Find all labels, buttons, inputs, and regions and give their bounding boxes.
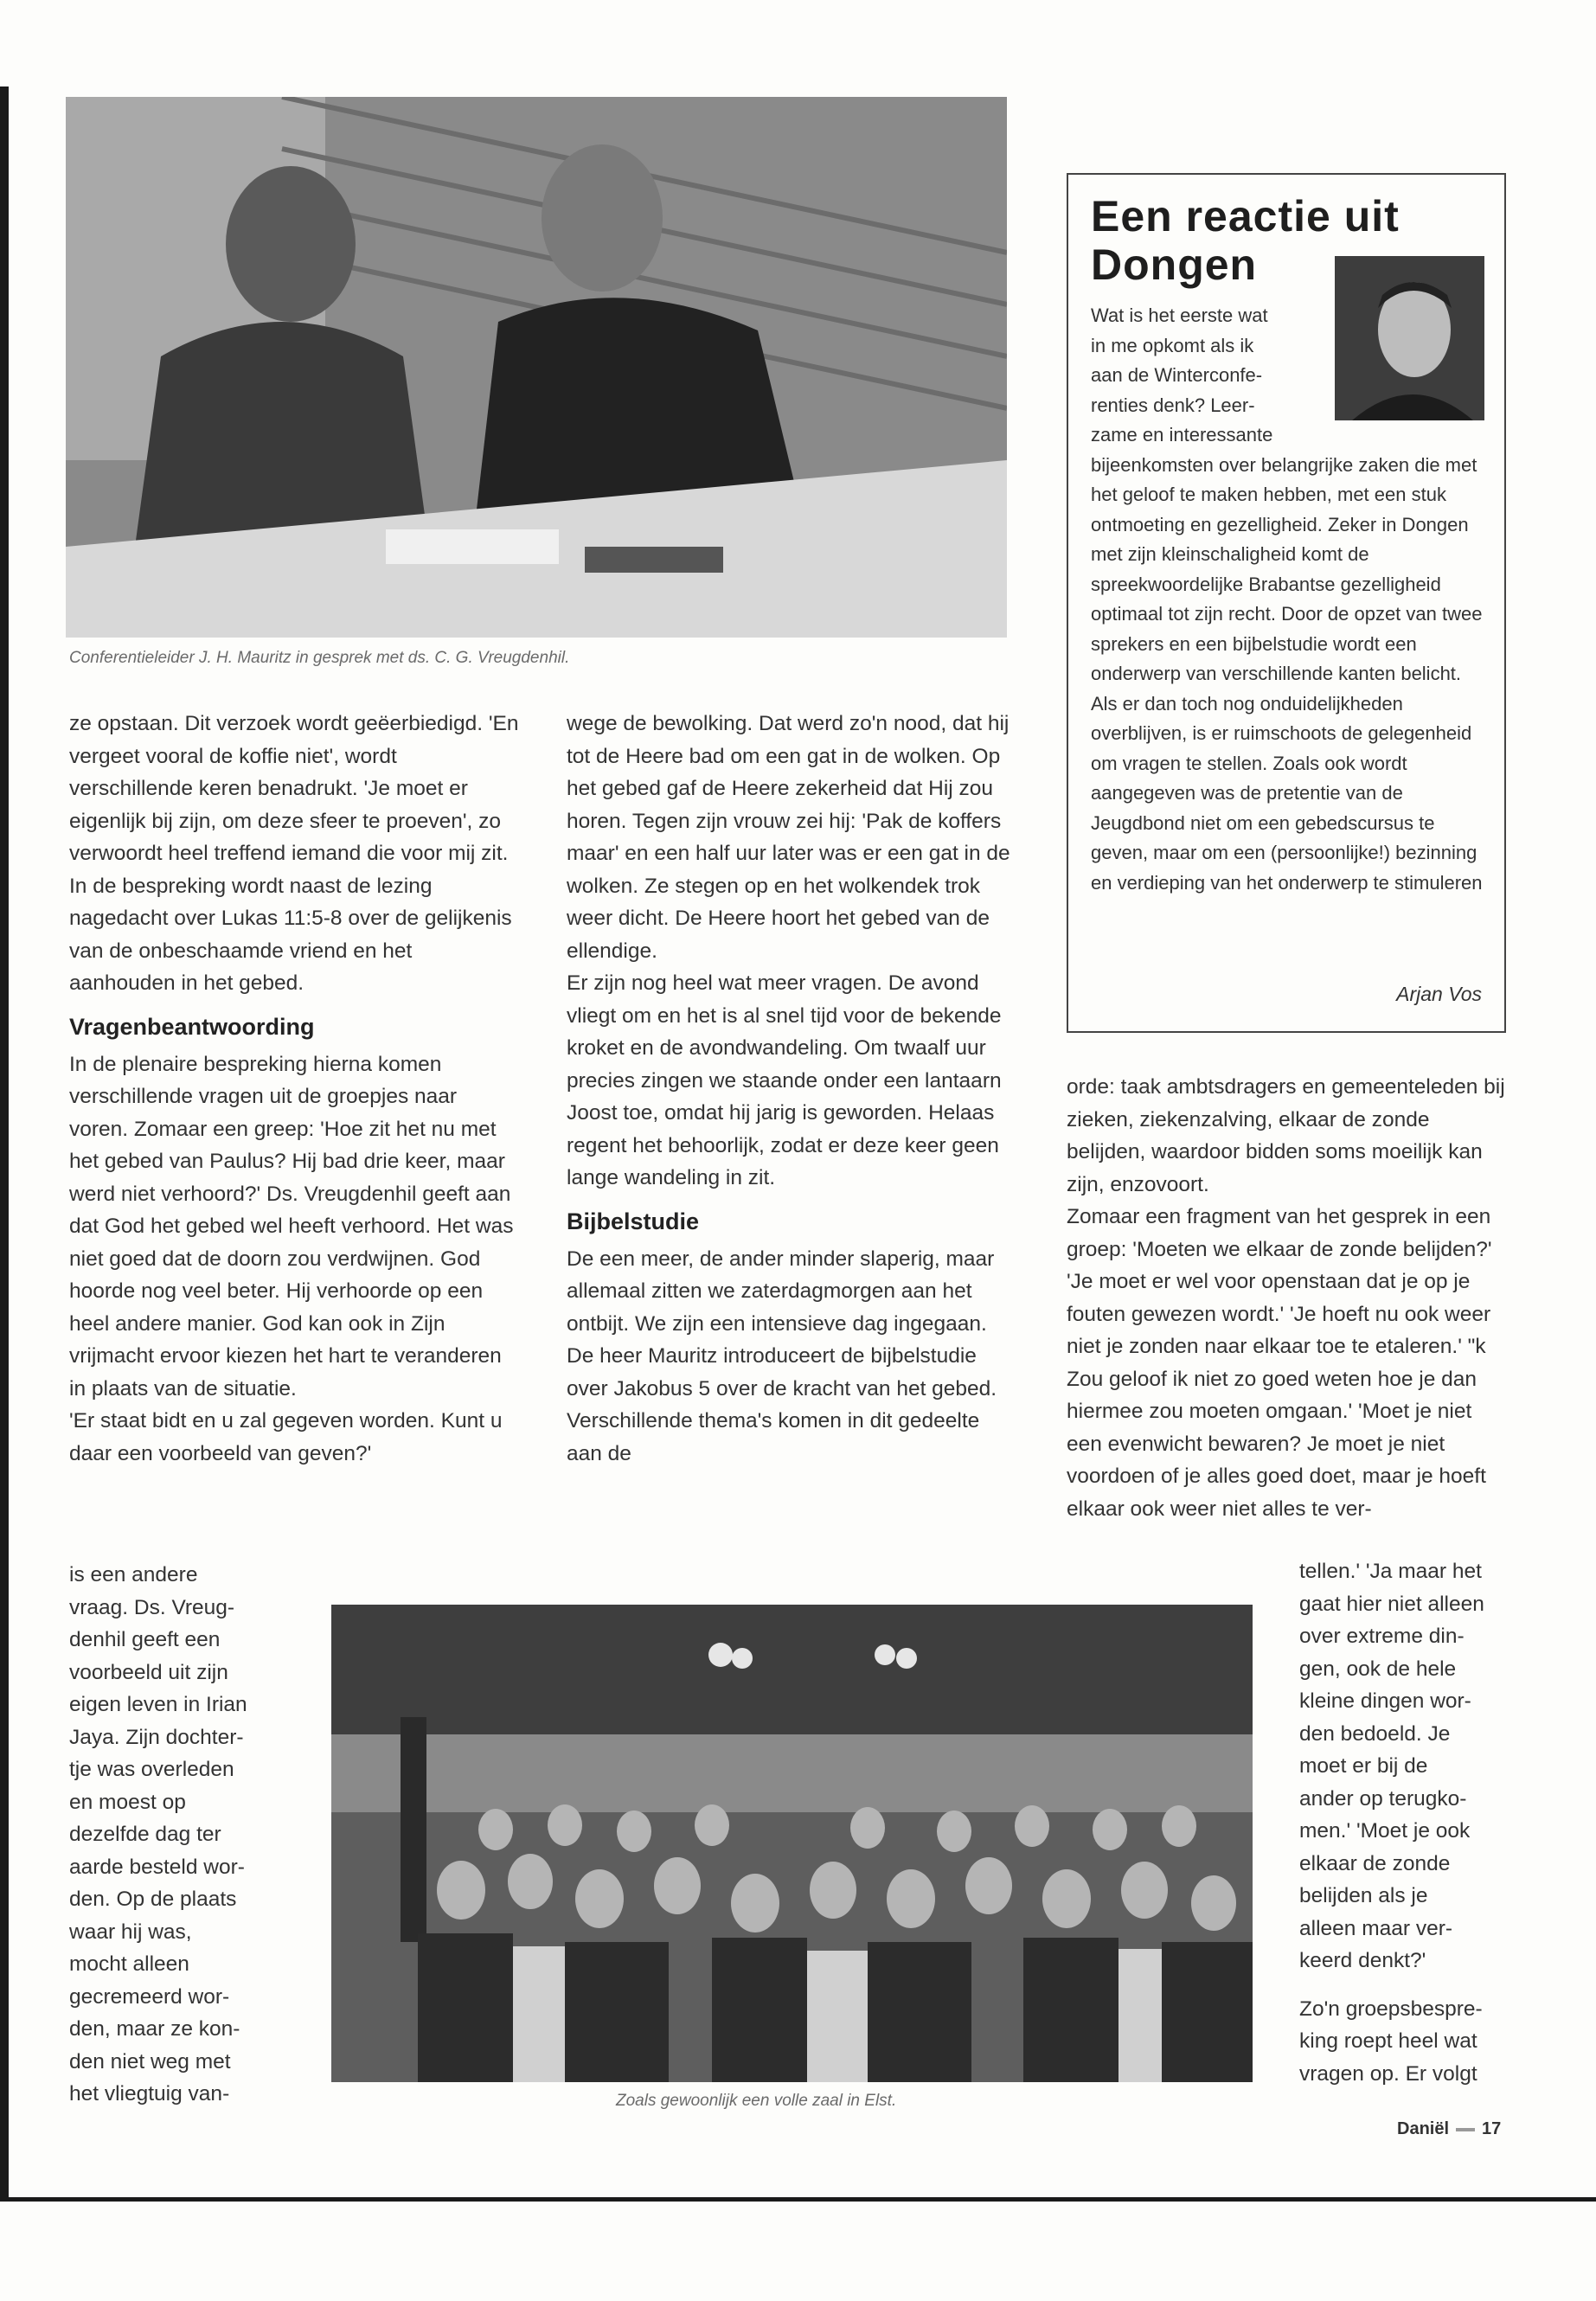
sidebar-title-line2: Dongen	[1091, 240, 1258, 289]
text-line: tje was overleden	[69, 1758, 234, 1781]
sidebar-body	[1091, 301, 1490, 898]
text-line: voorbeeld uit zijn	[69, 1660, 228, 1684]
paragraph: 'Er staat bidt en u zal gegeven worden. Kunt u daar een voorbeeld van geven?'	[69, 1409, 503, 1465]
text-line: keerd denkt?'	[1299, 1949, 1426, 1972]
page-bottom-rule	[0, 2197, 1596, 2202]
column-1-narrow	[69, 1559, 277, 2111]
text-line: king roept heel wat	[1299, 2029, 1477, 2053]
text-line: elkaar de zonde	[1299, 1851, 1451, 1875]
top-photo-caption: Conferentieleider J. H. Mauritz in gesprek met ds. C. G. Vreugdenhil.	[69, 649, 570, 667]
text-line: moet er bij de	[1299, 1754, 1428, 1778]
text-line: vraag. Ds. Vreug-	[69, 1595, 235, 1619]
column-3-narrow	[1299, 1555, 1511, 2090]
text-line: dezelfde dag ter	[69, 1823, 221, 1846]
paragraph: Zomaar een fragment van het gesprek in een groep: 'Moeten we elkaar de zonde belijden?' 'Je moet er wel voor openstaan dat je op je fouten gewezen wordt.' 'Je hoeft nu ook weer niet je zonden naar elkaar toe te etaleren.' "k Zou geloof ik niet zo goed weten hoe je dan hiermee zou moeten omgaan.' 'Moet je niet een evenwicht bewaren? Je moet je niet voordoen of je alles goed doet, maar je hoeft elkaar ook weer niet alles te ver-	[1067, 1205, 1492, 1521]
text-line: over extreme din-	[1299, 1625, 1465, 1648]
paragraph: In de plenaire bespreking hierna komen verschillende vragen uit de groepjes naar voren. Zomaar een greep: 'Hoe zit het nu met het gebed van Paulus? Hij bad drie keer, maar werd niet verhoord?' Ds. Vreugdenhil geeft aan dat God het gebed wel heeft verhoord. Het was niet goed dat de doorn zou verdwijnen. God hoorde nog veel beter. Hij verhoorde op een heel andere manier. God kan ook in Zijn vrijmacht ervoor kiezen het hart te veranderen in plaats van de situatie.	[69, 1052, 514, 1400]
column-2	[567, 708, 1016, 1470]
text-line: renties denk? Leer-	[1091, 394, 1255, 416]
text-line: Wat is het eerste wat	[1091, 304, 1268, 326]
page-edge-bar	[0, 87, 9, 2197]
sidebar-reactie-dongen	[1067, 173, 1506, 1033]
text-line: aarde besteld wor-	[69, 1855, 245, 1879]
text-line: eigen leven in Irian	[69, 1693, 247, 1716]
sidebar-author: Arjan Vos	[1396, 983, 1482, 1005]
text-line: in me opkomt als ik	[1091, 334, 1254, 356]
paragraph: wege de bewolking. Dat werd zo'n nood, dat hij tot de Heere bad om een gat in de wolken. Op het gebed gaf de Heere zekerheid dat Hij zou horen. Tegen zijn vrouw zei hij: 'Pak de koffers maar' en een half uur later was er een gat in de wolken. Ze stegen op en het wolkendek trok weer dicht. De Heere hoort het gebed van de ellendige.	[567, 712, 1010, 963]
magazine-name: Daniël	[1397, 2119, 1450, 2138]
text-line: alleen maar ver-	[1299, 1916, 1453, 1940]
text-line: zame en interessante	[1091, 424, 1273, 445]
text-line: Zo'n groepsbespre-	[1299, 1997, 1483, 2021]
text-line: is een andere	[69, 1563, 198, 1586]
text-line: ander op terugko-	[1299, 1786, 1467, 1811]
text-line: den, maar ze kon-	[69, 2017, 240, 2041]
paragraph: In de bespreking wordt naast de lezing nagedacht over Lukas 11:5-8 over de gelijkenis van de onbeschaamde vriend en het aanhouden in het gebed.	[69, 874, 512, 995]
photo-conference-leaders	[66, 97, 1007, 638]
text-line: Jaya. Zijn dochter-	[69, 1725, 244, 1749]
bottom-photo-caption: Zoals gewoonlijk een volle zaal in Elst.	[616, 2092, 897, 2110]
column-3	[1067, 1071, 1509, 1525]
text-line: den. Op de plaats	[69, 1888, 237, 1911]
text-line: mocht alleen	[69, 1952, 189, 1976]
paragraph: orde: taak ambtsdragers en gemeenteleden bij zieken, ziekenzalving, elkaar de zonde belijden, waardoor bidden soms moeilijk kan zijn, enzovoort.	[1067, 1075, 1505, 1196]
text-line: waar hij was,	[69, 1920, 192, 1944]
text-line: tellen.' 'Ja maar het	[1299, 1560, 1482, 1583]
text-line: en moest op	[69, 1790, 186, 1814]
paragraph: ze opstaan. Dit verzoek wordt geëerbiedigd. 'En vergeet vooral de koffie niet', wordt verschillende keren benadrukt. 'Je moet er eigenlijk bij zijn, om deze sfeer te proeven', zo verwoordt heel treffend iemand die voor mij zit.	[69, 712, 519, 865]
text-line: het vliegtuig van-	[69, 2082, 230, 2106]
text-line: aan de Winterconfe-	[1091, 364, 1263, 386]
page-footer	[1397, 2119, 1501, 2139]
text-line: gaat hier niet alleen	[1299, 1592, 1484, 1616]
footer-dash	[1456, 2128, 1475, 2131]
paragraph: Er zijn nog heel wat meer vragen. De avond vliegt om en het is al snel tijd voor de bekende kroket en de avondwandeling. Om twaalf uur precies zingen we staande onder een lantaarn Joost toe, omdat hij jarig is geworden. Helaas regent het behoorlijk, zodat er deze keer geen lange wandeling in zit.	[567, 971, 1002, 1189]
text-line: gen, ook de hele	[1299, 1657, 1457, 1681]
page-number: 17	[1482, 2119, 1502, 2138]
sidebar-paragraph: bijeenkomsten over belangrijke zaken die met het geloof te maken hebben, met een stuk ontmoeting en gezelligheid. Zeker in Dongen met zijn kleinschaligheid komt de spreekwoordelijke Brabantse gezelligheid optimaal tot zijn recht. Door de opzet van twee sprekers en een bijbelstudie wordt een onderwerp van verschillende kanten belicht. Als er dan toch nog onduidelijkheden overblijven, is er ruimschoots de gelegenheid om vragen te stellen. Zoals ook wordt aangegeven was de pretentie van de Jeugdbond niet om een gebedscursus te geven, maar om een (persoonlijke!) bezinning en verdieping van het onderwerp te stimuleren	[1091, 453, 1483, 894]
photo-full-hall	[331, 1605, 1253, 2082]
section-heading-bijbelstudie: Bijbelstudie	[567, 1208, 700, 1234]
section-heading-vragenbeantwoording: Vragenbeantwoording	[69, 1013, 315, 1040]
text-line: belijden als je	[1299, 1884, 1428, 1907]
text-line: den bedoeld. Je	[1299, 1721, 1451, 1746]
sidebar-intro	[1091, 301, 1324, 451]
text-line: men.' 'Moet je ook	[1299, 1819, 1471, 1843]
text-line: vragen op. Er volgt	[1299, 2061, 1477, 2086]
text-line: gecremeerd wor-	[69, 1984, 230, 2009]
text-line: den niet weg met	[69, 2049, 231, 2073]
sidebar-title-line1: Een reactie uit	[1091, 192, 1400, 240]
text-line: denhil geeft een	[69, 1628, 221, 1651]
paragraph: De een meer, de ander minder slaperig, maar allemaal zitten we zaterdagmorgen aan het ontbijt. We zijn een intensieve dag ingegaan. De heer Mauritz introduceert de bijbelstudie over Jakobus 5 over de kracht van het gebed. Verschillende thema's komen in dit gedeelte aan de	[567, 1247, 997, 1465]
column-1	[69, 708, 519, 1470]
text-line: kleine dingen wor-	[1299, 1689, 1471, 1713]
